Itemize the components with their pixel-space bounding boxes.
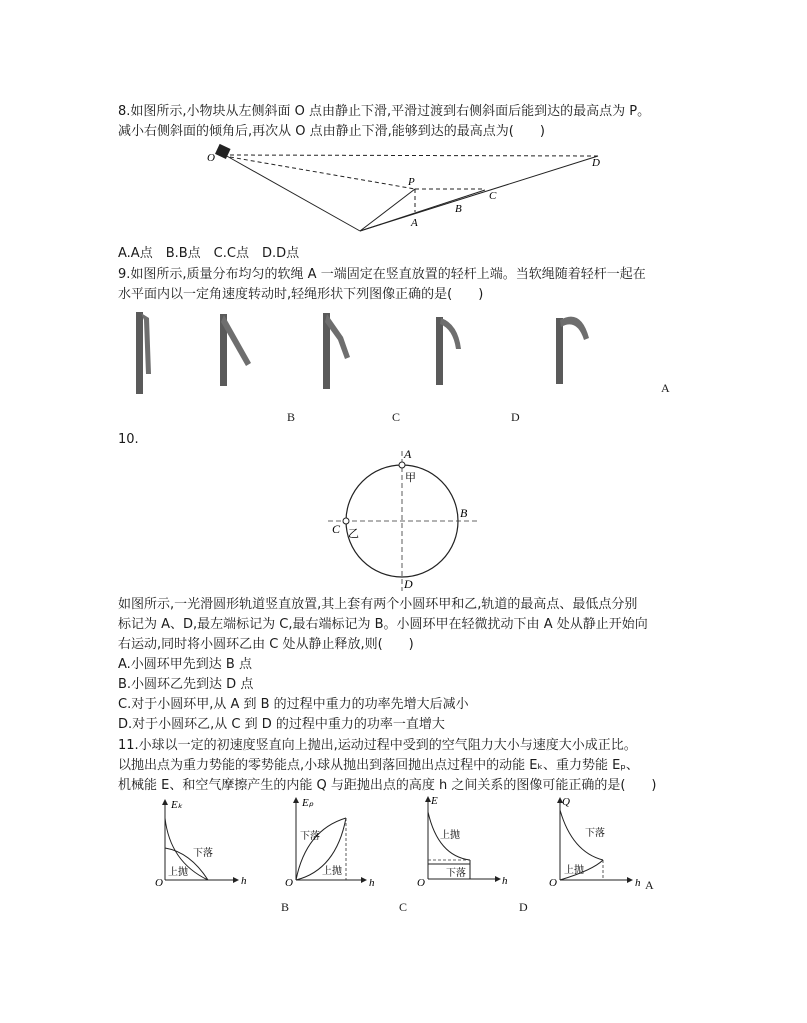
- label-P: P: [408, 176, 415, 188]
- graph-ek-down: 下落: [193, 848, 213, 859]
- graph-e-ylabel: E: [431, 795, 438, 807]
- graph-ep-ylabel: Eₚ: [302, 797, 314, 809]
- label-B: B: [455, 203, 462, 215]
- q8-line1: 8.如图所示,小物块从左侧斜面 O 点由静止下滑,平滑过渡到右侧斜面后能到达的最高点为 P。: [118, 104, 651, 119]
- graph-q-origin: O: [549, 877, 557, 889]
- graph-e-origin: O: [417, 877, 425, 889]
- label-yi: 乙: [348, 527, 359, 540]
- q9-line2: 水平面内以一定角速度转动时,轻绳形状下列图像正确的是( ): [118, 287, 484, 302]
- circle-label-D: D: [404, 577, 413, 591]
- q11-label-C: C: [399, 900, 408, 914]
- circle-label-A: A: [404, 447, 412, 461]
- graph-e: [417, 795, 508, 889]
- label-jia: 甲: [405, 471, 416, 484]
- label-A: A: [411, 217, 418, 229]
- graph-q-ylabel: Q: [562, 796, 570, 808]
- graph-q: [549, 796, 641, 889]
- q10-line2: 标记为 A、D,最左端标记为 C,最右端标记为 B。小圆环甲在轻微扰动下由 A 处从静止开始向: [118, 617, 648, 632]
- q11-label-D: D: [519, 900, 528, 914]
- graph-ep: [285, 797, 375, 889]
- q11-label-A: A: [645, 878, 654, 892]
- q9-label-C: C: [392, 410, 401, 424]
- q9-label-A: A: [661, 381, 670, 395]
- label-O: O: [207, 152, 215, 164]
- graph-ek: [155, 799, 247, 889]
- q11-label-B: B: [281, 900, 290, 914]
- q10-line1: 如图所示,一光滑圆形轨道竖直放置,其上套有两个小圆环甲和乙,轨道的最高点、最低点分别: [118, 597, 638, 612]
- graph-ek-ylabel: Eₖ: [171, 799, 183, 811]
- q11-line1: 11.小球以一定的初速度竖直向上抛出,运动过程中受到的空气阻力大小与速度大小成正比。: [118, 738, 637, 753]
- q11-line2: 以抛出点为重力势能的零势能点,小球从抛出到落回抛出点过程中的动能 Eₖ、重力势能 Eₚ、: [118, 758, 639, 773]
- label-C: C: [489, 190, 497, 202]
- graph-ep-up: 上抛: [322, 866, 342, 877]
- q9-label-B: B: [287, 410, 296, 424]
- graph-e-up: 上抛: [440, 830, 460, 841]
- q8-line2: 减小右侧斜面的倾角后,再次从 O 点由静止下滑,能够到达的最高点为( ): [118, 124, 545, 139]
- graph-ek-xlabel: h: [241, 875, 247, 887]
- q10-line3: 右运动,同时将小圆环乙由 C 处从静止释放,则( ): [118, 637, 414, 652]
- q8-options: A.A点 B.B点 C.C点 D.D点: [118, 246, 300, 261]
- graph-q-up: 上抛: [564, 865, 584, 876]
- q10-option-C: C.对于小圆环甲,从 A 到 B 的过程中重力的功率先增大后减小: [118, 697, 469, 712]
- q10-option-B: B.小圆环乙先到达 D 点: [118, 677, 254, 692]
- circle-label-B: B: [460, 506, 468, 520]
- graph-q-xlabel: h: [635, 877, 641, 889]
- graph-ek-up: 上抛: [168, 867, 188, 878]
- q10-number: 10.: [118, 432, 139, 447]
- q9-label-D: D: [511, 410, 520, 424]
- q11-line3: 机械能 E、和空气摩擦产生的内能 Q 与距抛出点的高度 h 之间关系的图像可能正确的是( ): [118, 778, 657, 793]
- circle-label-C: C: [332, 522, 341, 536]
- graph-ep-xlabel: h: [369, 877, 375, 889]
- label-D: D: [592, 157, 600, 169]
- q10-option-A: A.小圆环甲先到达 B 点: [118, 657, 252, 672]
- q10-option-D: D.对于小圆环乙,从 C 到 D 的过程中重力的功率一直增大: [118, 717, 445, 732]
- graph-ek-origin: O: [155, 877, 163, 889]
- graph-e-xlabel: h: [502, 875, 508, 887]
- graph-ep-origin: O: [285, 877, 293, 889]
- graph-q-down: 下落: [585, 828, 605, 839]
- graph-ep-down: 下落: [300, 831, 320, 842]
- q9-line1: 9.如图所示,质量分布均匀的软绳 A 一端固定在竖直放置的轻杆上端。当软绳随着轻杆一起在: [118, 267, 646, 282]
- graph-e-down: 下落: [446, 868, 466, 879]
